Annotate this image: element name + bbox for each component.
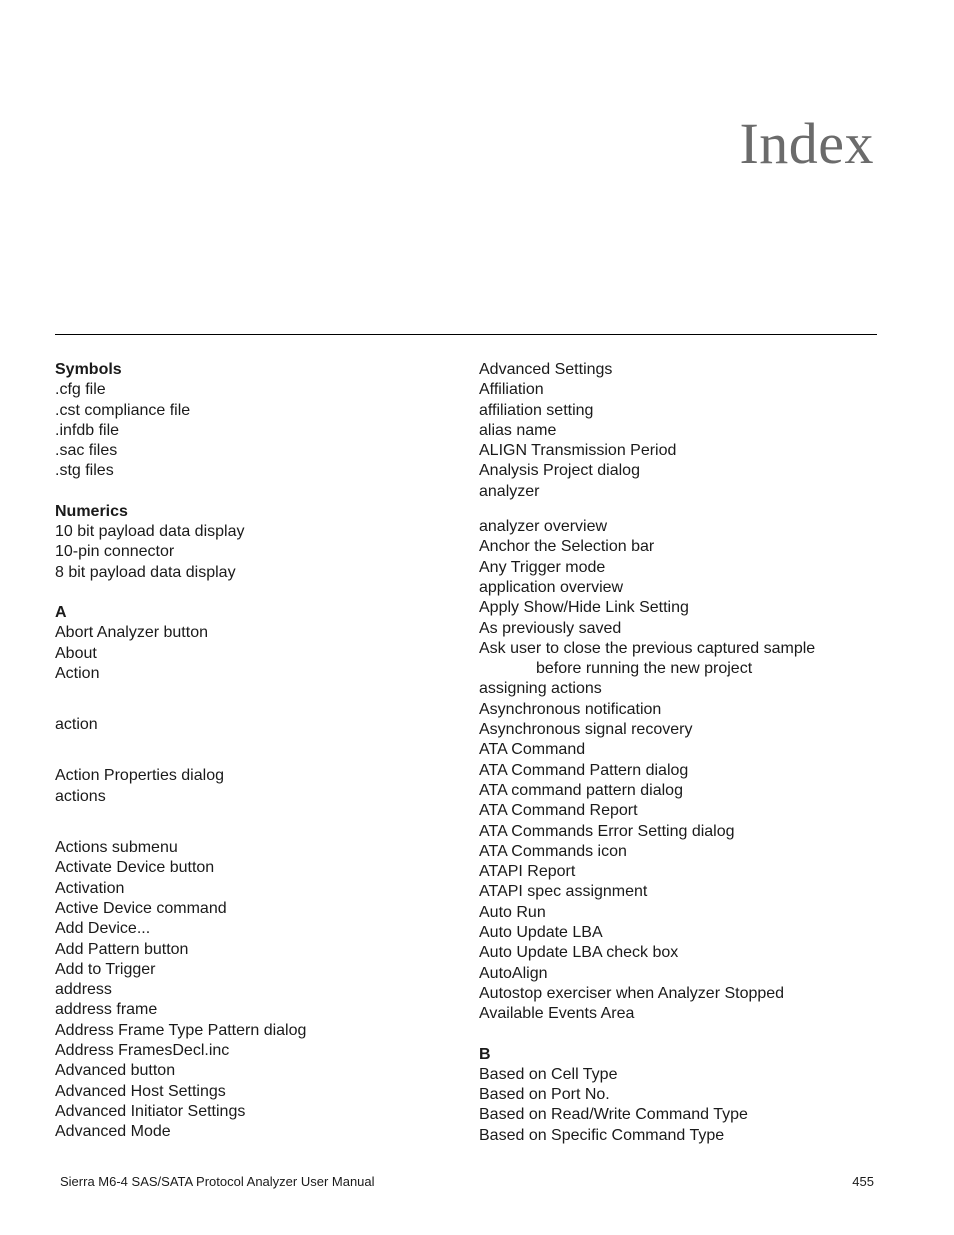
index-group-a-continued — [479, 360, 899, 1025]
index-entry[interactable]: Add Device... — [55, 920, 151, 938]
index-entry[interactable]: address frame — [55, 1001, 158, 1019]
index-entry[interactable]: ATA command pattern dialog — [479, 781, 683, 799]
index-entry[interactable]: .infdb file — [55, 421, 120, 439]
index-entry[interactable]: ATAPI Report — [479, 863, 576, 881]
index-entry[interactable]: analyzer overview — [479, 518, 608, 536]
index-entry[interactable]: .stg files — [55, 462, 114, 480]
index-entry[interactable]: ATA Command Pattern dialog — [479, 761, 689, 779]
index-entry[interactable]: ATA Command Report — [479, 802, 638, 820]
index-entry[interactable]: 8 bit payload data display — [55, 563, 236, 581]
index-entry[interactable]: Actions submenu — [55, 839, 178, 857]
index-entry[interactable]: assigning actions — [479, 680, 602, 698]
index-entry[interactable]: ATA Command — [479, 741, 586, 759]
index-entry[interactable]: Anchor the Selection bar — [479, 538, 655, 556]
index-entry[interactable]: Ask user to close the previous captured sample — [479, 639, 816, 657]
index-entry[interactable]: Action Properties dialog — [55, 767, 224, 785]
index-entry[interactable]: Advanced Initiator Settings — [55, 1102, 246, 1120]
index-group-a — [55, 603, 455, 1143]
spacer — [55, 807, 455, 838]
index-entry[interactable]: Advanced button — [55, 1062, 176, 1080]
index-entry[interactable]: Any Trigger mode — [479, 558, 606, 576]
index-group-b — [479, 1045, 899, 1146]
spacer — [479, 502, 899, 517]
index-entry[interactable]: address — [55, 981, 112, 999]
index-entry[interactable]: Active Device command — [55, 899, 227, 917]
index-entry[interactable]: Based on Read/Write Command Type — [479, 1106, 748, 1124]
index-entry[interactable]: Address Frame Type Pattern dialog — [55, 1021, 307, 1039]
index-entry[interactable]: Add Pattern button — [55, 940, 189, 958]
index-entry[interactable]: action — [55, 716, 98, 734]
title-rule — [55, 334, 877, 335]
index-entry[interactable]: Action — [55, 664, 100, 682]
index-entry[interactable]: Auto Update LBA check box — [479, 944, 679, 962]
index-entry[interactable]: Advanced Host Settings — [55, 1082, 226, 1100]
index-entry[interactable]: alias name — [479, 421, 557, 439]
index-entry[interactable]: Apply Show/Hide Link Setting — [479, 599, 689, 617]
index-entry[interactable]: AutoAlign — [479, 964, 548, 982]
index-entry[interactable]: Activate Device button — [55, 859, 215, 877]
index-entry[interactable]: Analysis Project dialog — [479, 462, 640, 480]
index-entry[interactable]: ATA Commands Error Setting dialog — [479, 822, 735, 840]
index-entry[interactable]: Abort Analyzer button — [55, 624, 208, 642]
index-entry[interactable]: Available Events Area — [479, 1005, 635, 1023]
index-entry[interactable]: Auto Run — [479, 903, 546, 921]
index-heading: B — [479, 1045, 491, 1063]
index-entry[interactable]: ATAPI spec assignment — [479, 883, 648, 901]
index-entry[interactable]: ATA Commands icon — [479, 842, 627, 860]
index-entry[interactable]: actions — [55, 787, 106, 805]
index-entry[interactable]: Advanced Mode — [55, 1123, 171, 1141]
index-entry[interactable]: Activation — [55, 879, 125, 897]
index-heading: A — [55, 603, 67, 621]
index-column-left — [55, 360, 455, 1143]
index-entry[interactable]: analyzer — [479, 482, 540, 500]
index-entry[interactable]: .cfg file — [55, 381, 106, 399]
footer-manual-title: Sierra M6-4 SAS/SATA Protocol Analyzer User Manual — [60, 1174, 375, 1189]
spacer — [55, 482, 455, 502]
index-entry[interactable]: 10 bit payload data display — [55, 523, 245, 541]
footer-page-number: 455 — [852, 1174, 874, 1189]
index-entry[interactable]: Autostop exerciser when Analyzer Stopped — [479, 984, 785, 1002]
index-entry[interactable]: .sac files — [55, 442, 118, 460]
index-entry[interactable]: affiliation setting — [479, 401, 594, 419]
index-entry[interactable]: Add to Trigger — [55, 960, 156, 978]
index-heading: Numerics — [55, 502, 128, 520]
index-entry[interactable]: Address FramesDecl.inc — [55, 1042, 230, 1060]
index-entry[interactable]: Based on Port No. — [479, 1086, 610, 1104]
index-entry[interactable]: application overview — [479, 578, 624, 596]
index-entry[interactable]: Affiliation — [479, 381, 544, 399]
index-entry[interactable]: ALIGN Transmission Period — [479, 442, 677, 460]
spacer — [55, 583, 455, 603]
index-entry[interactable]: Based on Specific Command Type — [479, 1126, 725, 1144]
page-title: Index — [739, 111, 874, 176]
index-entry[interactable]: About — [55, 644, 97, 662]
spacer — [55, 735, 455, 766]
index-entry[interactable]: .cst compliance file — [55, 401, 191, 419]
index-entry[interactable]: Advanced Settings — [479, 361, 613, 378]
index-entry-continuation[interactable]: before running the new project — [536, 660, 753, 678]
index-column-right — [479, 360, 899, 1146]
index-entry[interactable]: Auto Update LBA — [479, 924, 603, 942]
spacer — [55, 684, 455, 715]
index-entry[interactable]: Asynchronous notification — [479, 700, 662, 718]
spacer — [479, 1025, 899, 1045]
index-group-symbols — [55, 360, 455, 482]
index-group-numerics — [55, 502, 455, 583]
index-entry[interactable]: Based on Cell Type — [479, 1065, 618, 1083]
index-entry[interactable]: 10-pin connector — [55, 543, 175, 561]
index-heading: Symbols — [55, 361, 122, 378]
index-entry[interactable]: Asynchronous signal recovery — [479, 721, 693, 739]
index-entry[interactable]: As previously saved — [479, 619, 622, 637]
